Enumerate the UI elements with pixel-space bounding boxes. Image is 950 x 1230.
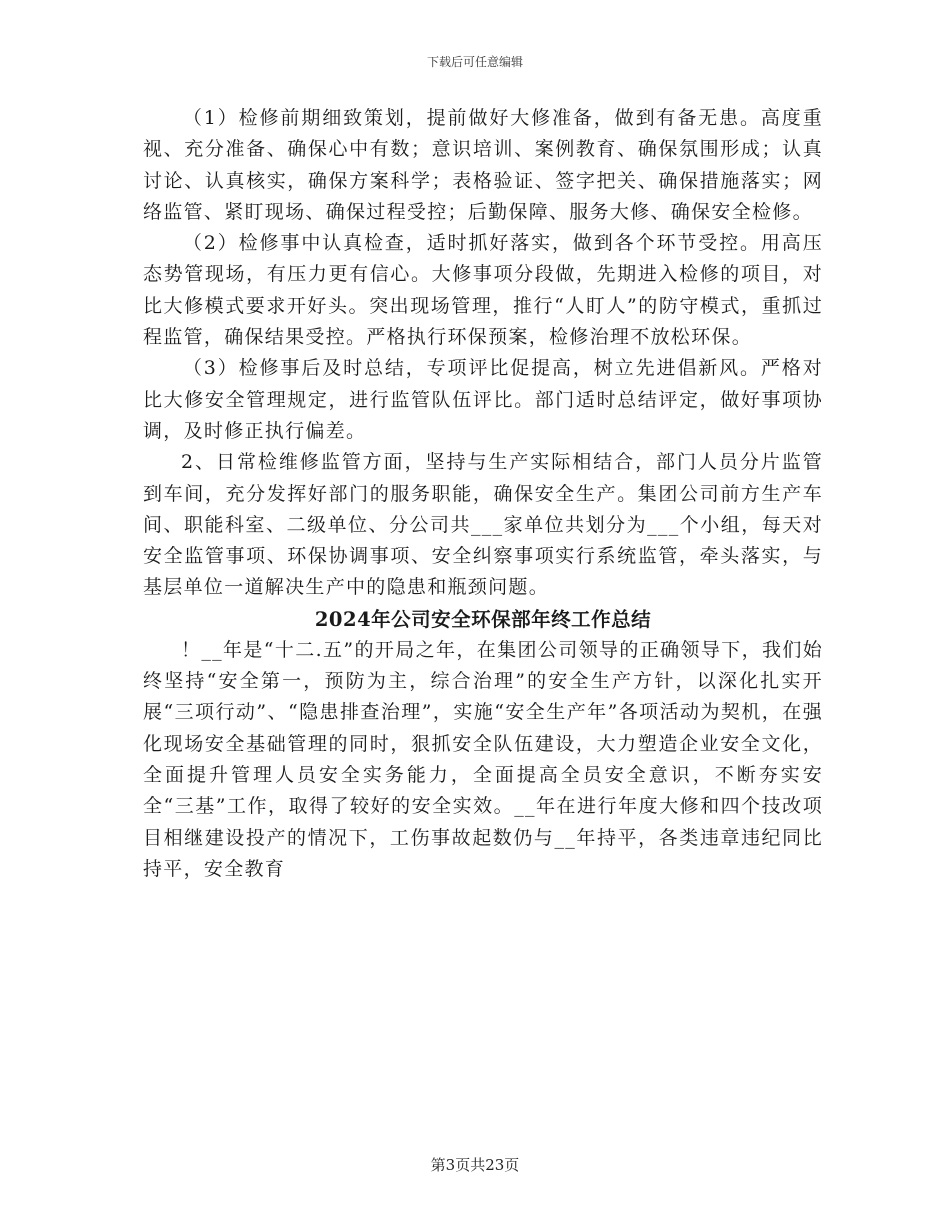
paragraph-3-summary: （3）检修事后及时总结，专项评比促提高，树立先进倡新风。严格对比大修安全管理规定，进行监管队伍评比。部门适时总结评定，做好事项协调，及时修正执行偏差。 [143,357,823,442]
paragraph-4-routine-maintenance: 2、日常检维修监管方面，坚持与生产实际相结合，部门人员分片监管到车间，充分发挥好部门的服务职能，确保安全生产。集团公司前方生产车间、职能科室、二级单位、分公司共___家单位共划分为___个小组，每天对安全监管事项、环保协调事项、安全纠察事项实行系统监管，牵头落实，与基层单位一道解决生产中的隐患和瓶颈问题。 [143,451,823,599]
page-footer: 第3页共23页 [430,1156,520,1174]
page-header: 下载后可任意编辑 [426,55,523,69]
paragraph-1-prep: （1）检修前期细致策划，提前做好大修准备，做到有备无患。高度重视、充分准备、确保心中有数；意识培训、案例教育、确保氛围形成；认真讨论、认真核实，确保方案科学；表格验证、签字把关、确保措施落实；网络监管、紧盯现场、确保过程受控；后勤保障、服务大修、确保安全检修。 [143,107,823,223]
document-body [143,103,823,885]
section-paragraph-1: ！__年是“十二.五”的开局之年，在集团公司领导的正确领导下，我们始终坚持“安全第一，预防为主，综合治理”的安全生产方针，以深化扎实开展“三项行动”、“隐患排查治理”，实施“安全生产年”各项活动为契机，在强化现场安全基础管理的同时，狠抓安全队伍建设，大力塑造企业安全文化，全面提升管理人员安全实务能力，全面提高全员安全意识，不断夯实安全“三基”工作，取得了较好的安全实效。__年在进行年度大修和四个技改项目相继建设投产的情况下，工伤事故起数仍与__年持平，各类违章违纪同比持平，安全教育 [143,638,823,880]
paragraph-2-inspection: （2）检修事中认真检查，适时抓好落实，做到各个环节受控。用高压态势管现场，有压力更有信心。大修事项分段做，先期进入检修的项目，对比大修模式要求开好头。突出现场管理，推行“人盯人”的防守模式，重抓过程监管，确保结果受控。严格执行环保预案，检修治理不放松环保。 [143,232,823,349]
section-title: 2024年公司安全环保部年终工作总结 [314,607,652,631]
